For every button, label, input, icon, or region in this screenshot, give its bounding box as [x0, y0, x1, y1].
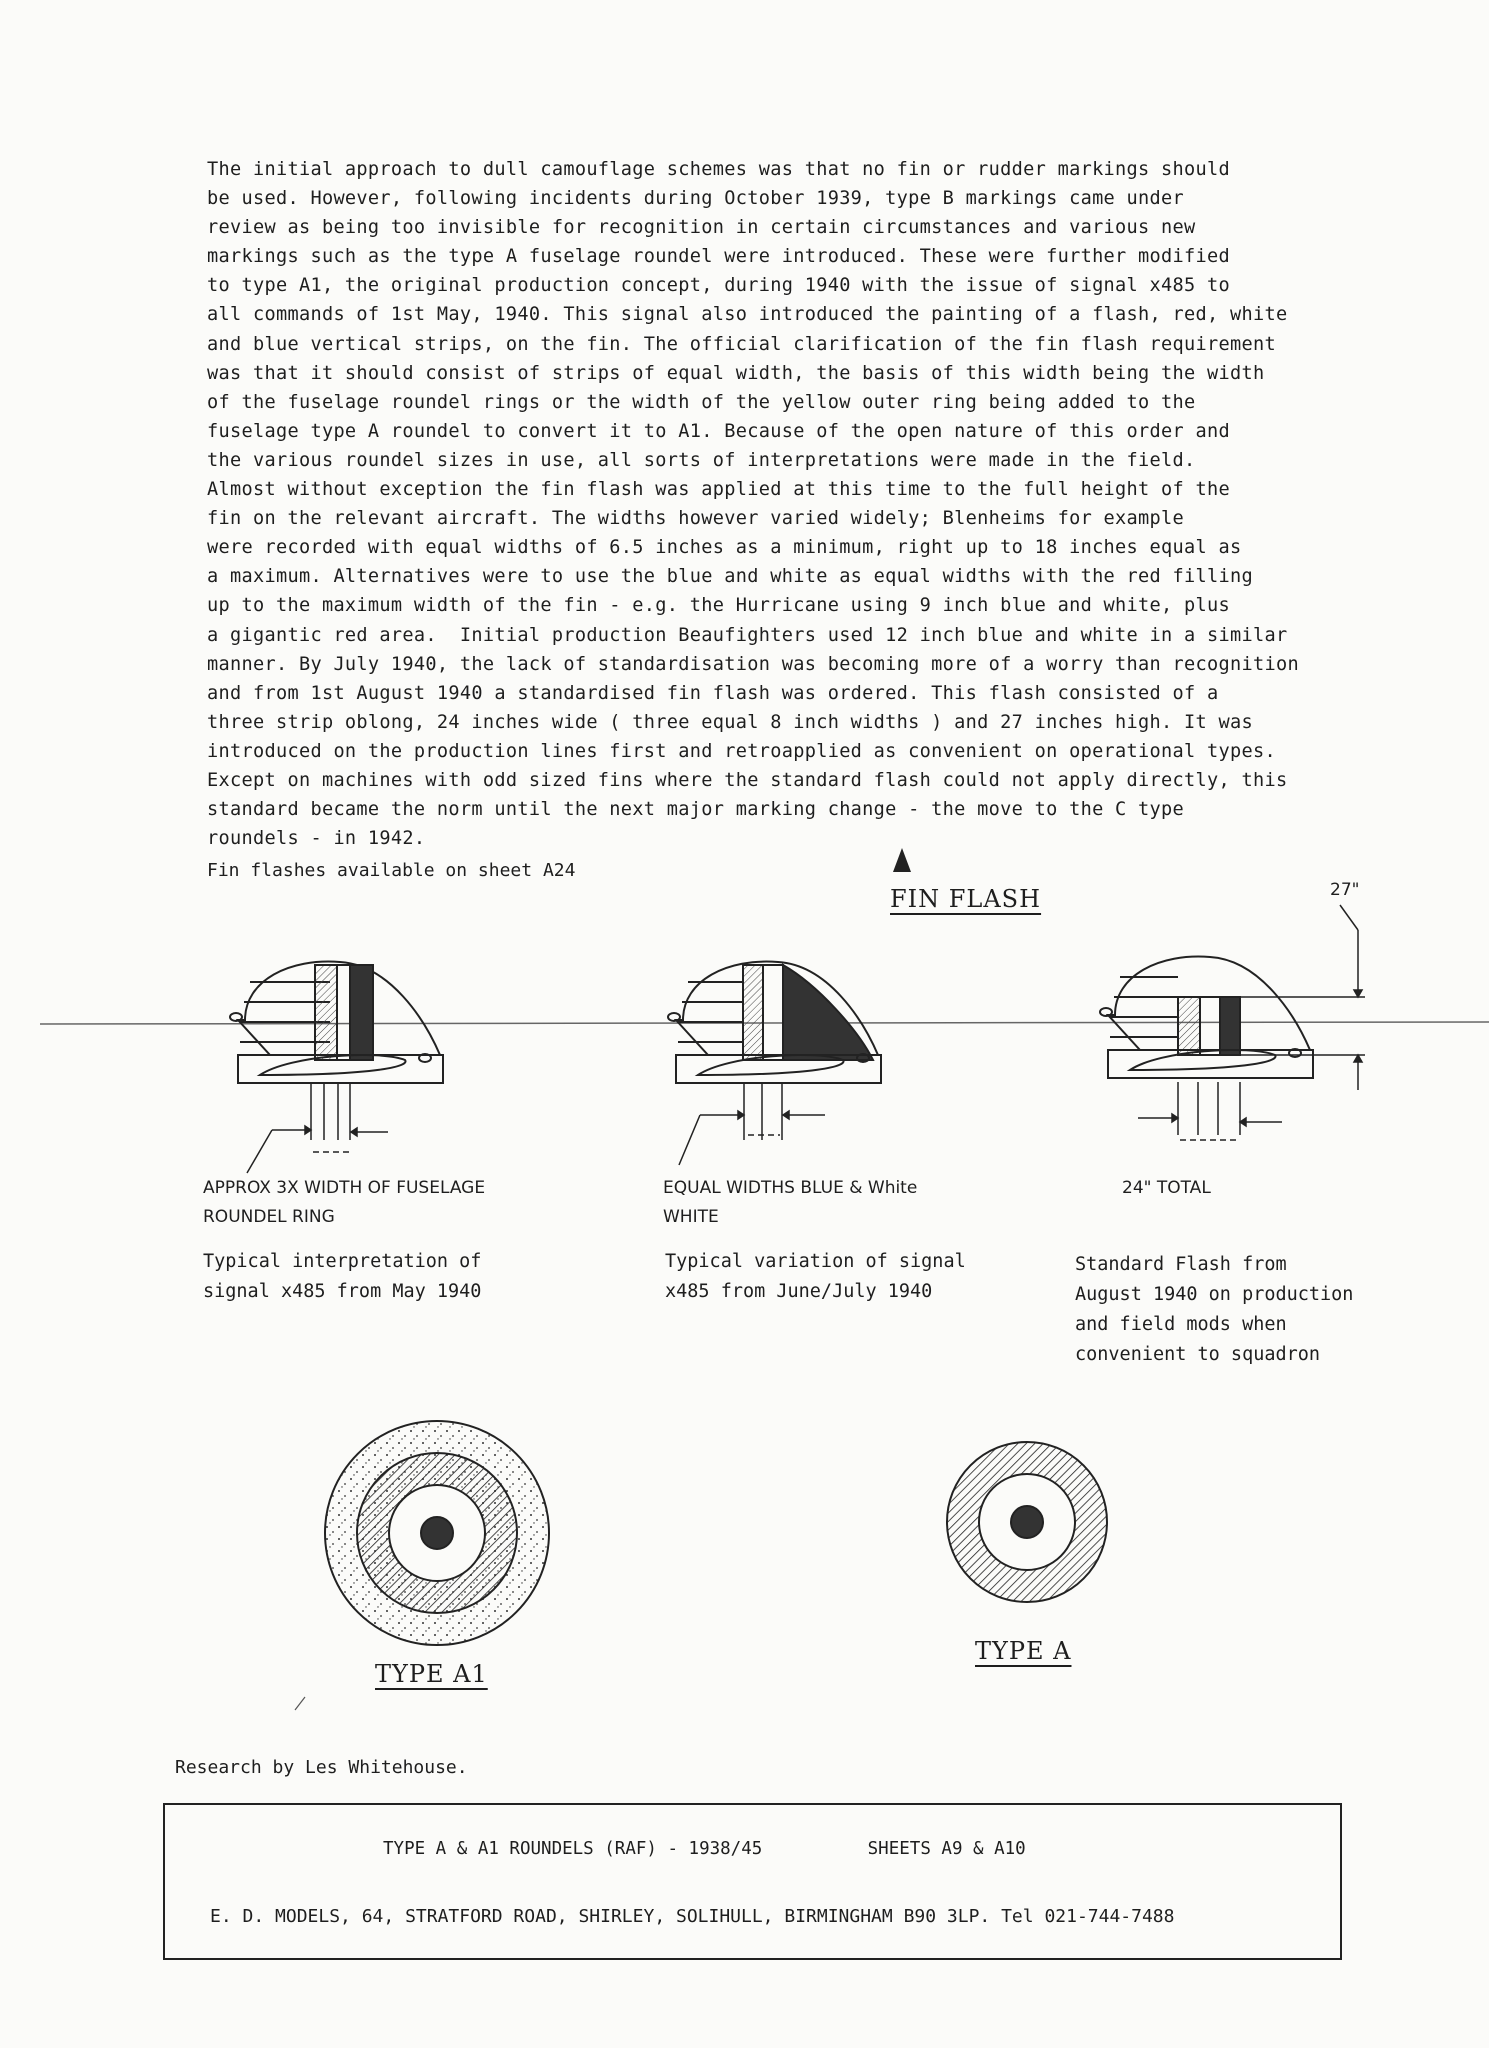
body-line: fin on the relevant aircraft. The widths however varied widely; Blenheims for example	[207, 508, 1185, 530]
fin-diagram-1	[230, 962, 443, 1083]
dimension-height-label: 27"	[1330, 880, 1360, 900]
diagram-3-caption: Standard Flash from August 1940 on production and field mods when convenient to squadron	[1075, 1254, 1354, 1365]
footer-address: E. D. MODELS, 64, STRATFORD ROAD, SHIRLEY, SOLIHULL, BIRMINGHAM B90 3LP. Tel 021-744-7488	[210, 1906, 1175, 1927]
fin-diagram-1-dims	[247, 1082, 388, 1173]
body-line: were recorded with equal widths of 6.5 inches as a minimum, right up to 18 inches equal as	[207, 537, 1242, 559]
body-line: and from 1st August 1940 a standardised fin flash was ordered. This flash consisted of a	[207, 682, 1219, 704]
body-line: Almost without exception the fin flash was applied at this time to the full height of the	[207, 479, 1230, 501]
body-line: of the fuselage roundel rings or the width of the yellow outer ring being added to the	[207, 391, 1196, 413]
body-line: a maximum. Alternatives were to use the blue and white as equal widths with the red filling	[207, 566, 1253, 588]
body-line: manner. By July 1940, the lack of standardisation was becoming more of a worry than recognition	[207, 653, 1299, 675]
body-line: three strip oblong, 24 inches wide ( three equal 8 inch widths ) and 27 inches high. It was	[207, 711, 1253, 733]
body-paragraph	[207, 155, 1337, 853]
research-credit: Research by Les Whitehouse.	[175, 1757, 468, 1778]
body-line: all commands of 1st May, 1940. This signal also introduced the painting of a flash, red, white	[207, 304, 1288, 326]
diagram-1-label: APPROX 3X WIDTH OF FUSELAGE ROUNDEL RING	[203, 1178, 486, 1227]
diagram-3-label: 24" TOTAL	[1122, 1178, 1211, 1198]
footer-title: TYPE A & A1 ROUNDELS (RAF) - 1938/45 SHEETS A9 & A10	[383, 1839, 1026, 1859]
body-line: fuselage type A roundel to convert it to A1. Because of the open nature of this order and	[207, 420, 1230, 442]
fin-flash-title: FIN FLASH	[890, 885, 1042, 913]
body-line: introduced on the production lines first and retroapplied as convenient on operational types.	[207, 740, 1276, 762]
fin-diagram-3	[1100, 957, 1313, 1078]
body-line: and blue vertical strips, on the fin. The official clarification of the fin flash requirement	[207, 333, 1276, 355]
body-line: The initial approach to dull camouflage schemes was that no fin or rudder markings should	[207, 159, 1230, 180]
body-line: was that it should consist of strips of equal width, the basis of this width being the width	[207, 362, 1265, 384]
body-line: up to the maximum width of the fin - e.g. the Hurricane using 9 inch blue and white, plus	[207, 595, 1230, 617]
stray-mark	[295, 1697, 305, 1710]
fin-diagram-2-dims	[679, 1082, 825, 1165]
diagram-1-caption: Typical interpretation of signal x485 from May 1940	[203, 1251, 482, 1302]
roundel-type-a	[947, 1442, 1107, 1602]
body-line: Except on machines with odd sized fins where the standard flash could not apply directly, this	[207, 769, 1288, 791]
body-line: markings such as the type A fuselage roundel were introduced. These were further modified	[207, 246, 1230, 268]
body-line: the various roundel sizes in use, all sorts of interpretations were made in the field.	[207, 449, 1196, 471]
body-line: roundels - in 1942.	[207, 828, 426, 850]
diagram-2-caption: Typical variation of signal x485 from June/July 1940	[665, 1251, 966, 1302]
sheet-note: Fin flashes available on sheet A24	[207, 860, 576, 881]
footer-box	[163, 1803, 1342, 1960]
body-line: be used. However, following incidents during October 1939, type B markings came under	[207, 188, 1185, 210]
body-line: standard became the norm until the next major marking change - the move to the C type	[207, 799, 1185, 821]
diagram-2-label: EQUAL WIDTHS BLUE & White WHITE	[663, 1178, 918, 1227]
body-line: review as being too invisible for recognition in certain circumstances and various new	[207, 217, 1196, 239]
roundel-type-a1	[325, 1421, 549, 1645]
roundel-a1-title: TYPE A1	[375, 1660, 488, 1688]
roundel-a-title: TYPE A	[975, 1637, 1072, 1665]
body-line: a gigantic red area. Initial production Beaufighters used 12 inch blue and white in a similar	[207, 624, 1288, 646]
body-line: to type A1, the original production concept, during 1940 with the issue of signal x485 to	[207, 275, 1230, 297]
